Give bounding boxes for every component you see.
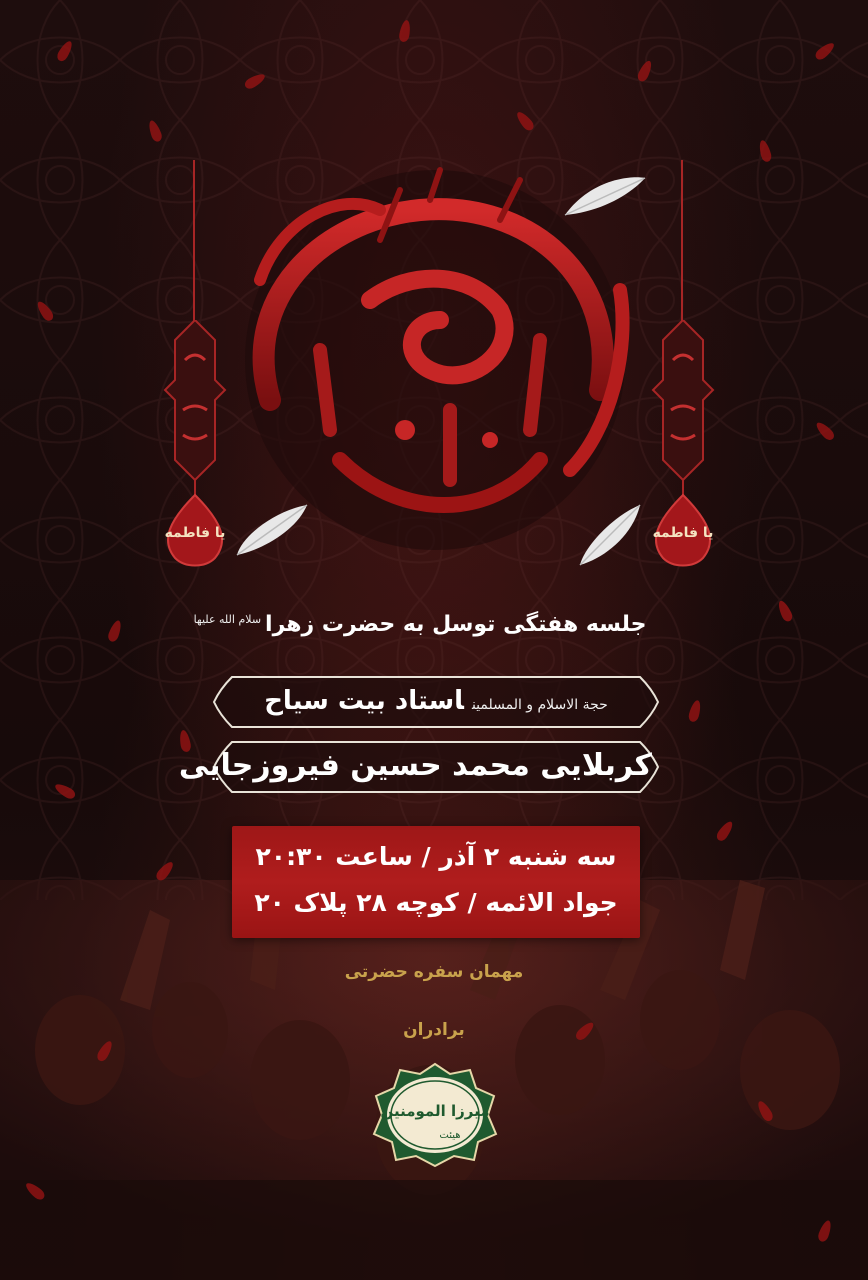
lantern-right-label: یا فاطمه xyxy=(652,525,714,541)
speaker-name: استاد بیت سیاح xyxy=(264,686,464,716)
logo-sub: هیئت xyxy=(439,1130,461,1141)
host-line-1: مهمان سفره حضرتی xyxy=(344,962,524,982)
feather-left xyxy=(232,500,312,560)
session-title-text: جلسه هفتگی توسل به حضرت زهرا xyxy=(265,612,647,637)
host-line-2: برادران xyxy=(403,1020,465,1040)
feather-right xyxy=(575,500,645,570)
event-date-time: سه شنبه ۲ آذر / ساعت ۲۰:۳۰ xyxy=(255,842,617,871)
speaker-line xyxy=(220,686,652,716)
heyat-logo xyxy=(370,1060,500,1170)
speaker-title: حجة الاسلام و المسلمین xyxy=(471,697,608,713)
logo-text: میرزا المومنین xyxy=(380,1102,490,1120)
honorific-text: سلام الله علیها xyxy=(193,612,262,626)
lantern-chain-right xyxy=(681,160,683,325)
feather-top xyxy=(560,170,650,220)
session-title xyxy=(190,612,650,637)
reciter-name: کربلایی محمد حسین فیروزجایی xyxy=(178,748,652,783)
event-address: جواد الائمه / کوچه ۲۸ پلاک ۲۰ xyxy=(254,888,618,917)
lantern-left-label: یا فاطمه xyxy=(164,525,226,541)
lantern-chain-left xyxy=(193,160,195,325)
